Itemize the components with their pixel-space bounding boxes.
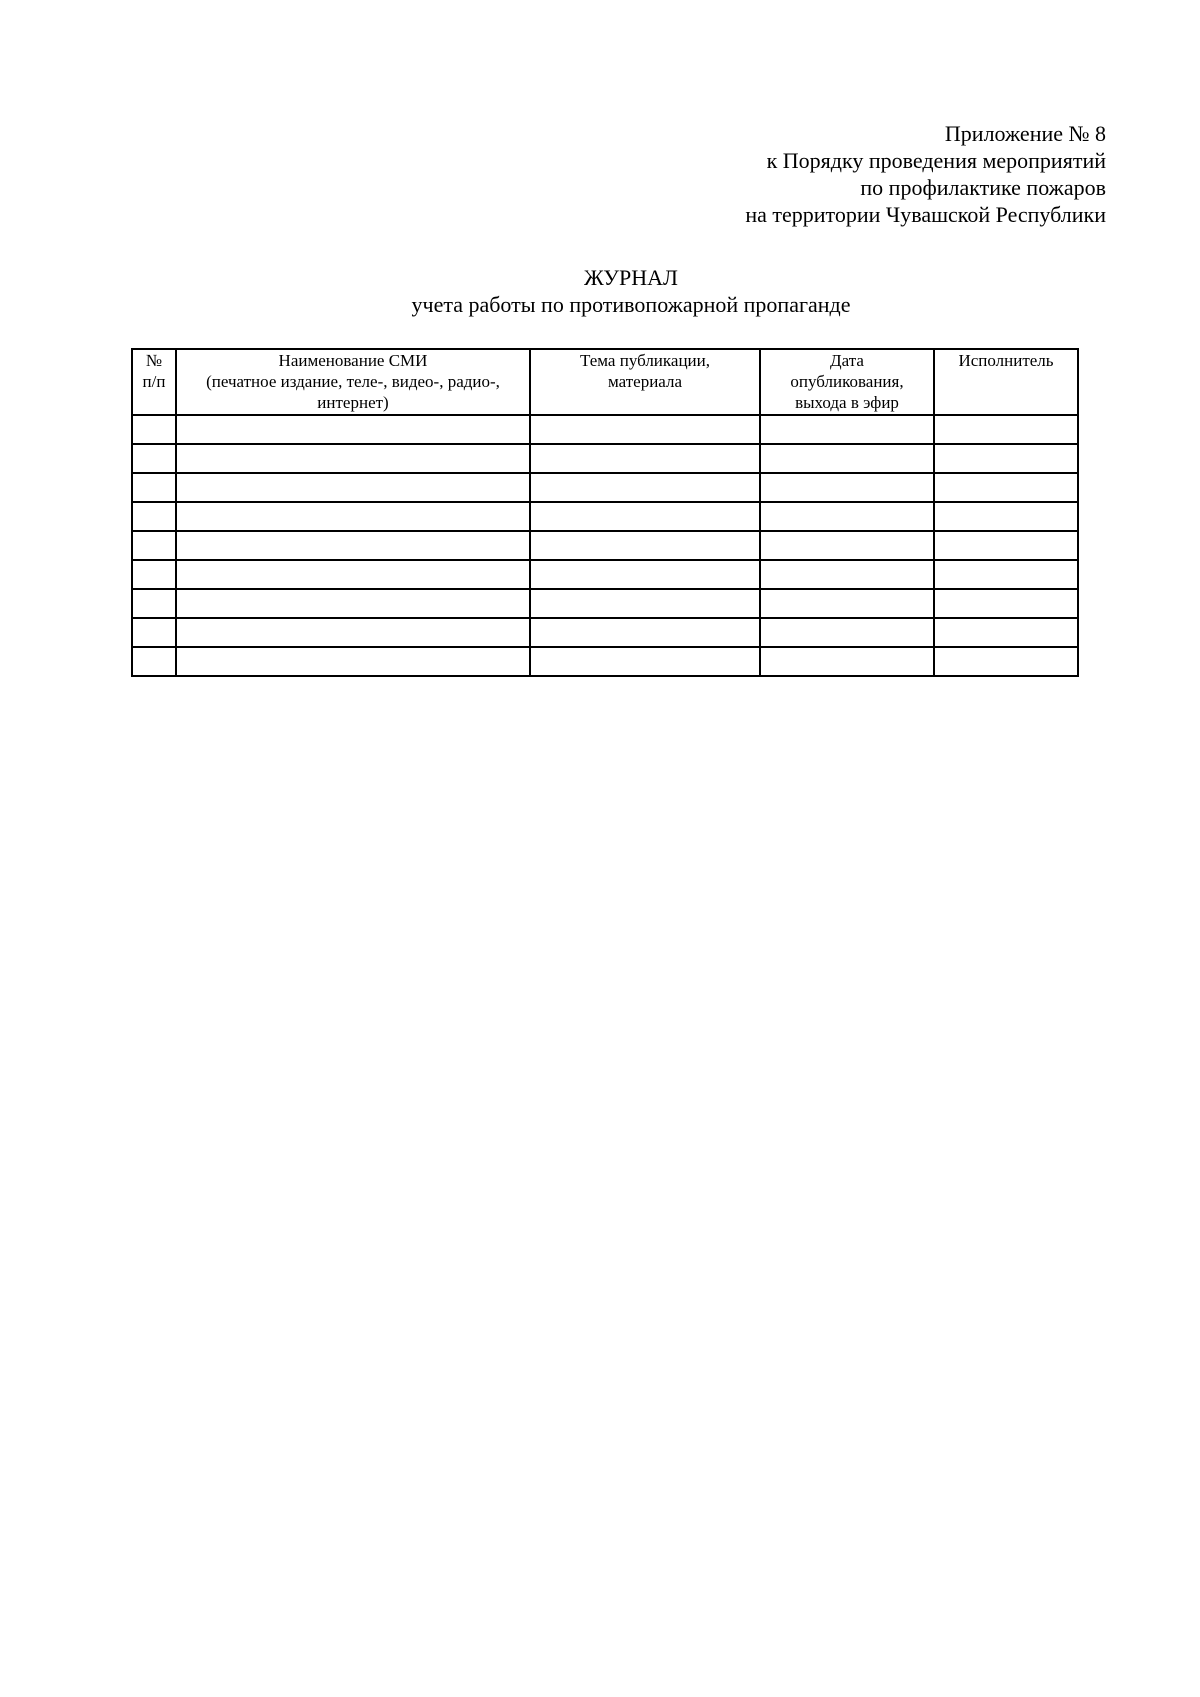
table-cell [132,473,176,502]
table-row [132,502,1078,531]
header-topic [530,349,760,415]
table-cell [132,415,176,444]
table-row [132,647,1078,676]
table-cell [760,444,934,473]
table-cell [132,560,176,589]
header-executor-line-1: Исполнитель [958,351,1054,370]
table-cell [132,647,176,676]
table-cell [530,473,760,502]
table-cell [934,502,1078,531]
table-header-row [132,349,1078,415]
table-row [132,531,1078,560]
table-cell [530,647,760,676]
appendix-line-1: Приложение № 8 [944,121,1106,146]
table-cell [176,502,530,531]
table-cell [760,647,934,676]
table-cell [176,473,530,502]
table-cell [934,560,1078,589]
header-media-name-line-2: (печатное издание, теле-, видео-, радио-, [206,372,500,391]
table-cell [176,589,530,618]
table-cell [176,444,530,473]
header-topic-line-1: Тема публикации, [580,351,710,370]
appendix-line-4: на территории Чувашской Республики [745,202,1106,227]
table-cell [760,531,934,560]
table-cell [132,618,176,647]
table-cell [530,415,760,444]
journal-table [131,348,1079,677]
table-row [132,444,1078,473]
table-cell [934,647,1078,676]
appendix-line-3: по профилактике пожаров [860,175,1106,200]
appendix-reference [745,120,1106,228]
table-cell [530,589,760,618]
table-cell [934,473,1078,502]
table-cell [934,415,1078,444]
document-title: ЖУРНАЛ [584,265,678,290]
table-cell [760,415,934,444]
table-row [132,473,1078,502]
header-topic-line-2: материала [607,372,683,391]
table-cell [760,502,934,531]
header-number [132,349,176,415]
table-cell [176,415,530,444]
header-media-name-line-3: интернет) [317,393,389,412]
table-cell [530,560,760,589]
header-number-line-2: п/п [142,372,166,391]
header-date [760,349,934,415]
table-row [132,589,1078,618]
header-date-line-3: выхода в эфир [795,393,899,412]
table-cell [934,444,1078,473]
table-cell [132,589,176,618]
header-date-line-1: Дата [830,351,864,370]
journal-table-body [132,415,1078,676]
appendix-line-2: к Порядку проведения мероприятий [766,148,1106,173]
header-date-line-2: опубликования, [790,372,904,391]
table-cell [176,647,530,676]
table-row [132,618,1078,647]
table-row [132,560,1078,589]
table-cell [530,502,760,531]
table-cell [132,444,176,473]
table-cell [176,560,530,589]
document-title-block [0,264,1200,318]
table-cell [934,589,1078,618]
table-cell [530,618,760,647]
header-number-line-1: № [145,351,163,370]
document-subtitle: учета работы по противопожарной пропаганде [411,292,851,317]
table-cell [530,444,760,473]
table-cell [176,531,530,560]
table-cell [132,502,176,531]
header-media-name [176,349,530,415]
table-row [132,415,1078,444]
header-media-name-line-1: Наименование СМИ [278,351,428,370]
table-cell [760,560,934,589]
table-cell [934,531,1078,560]
table-cell [530,531,760,560]
table-cell [132,531,176,560]
table-cell [934,618,1078,647]
table-cell [760,473,934,502]
table-cell [760,589,934,618]
table-cell [176,618,530,647]
header-executor [934,349,1078,415]
table-cell [760,618,934,647]
